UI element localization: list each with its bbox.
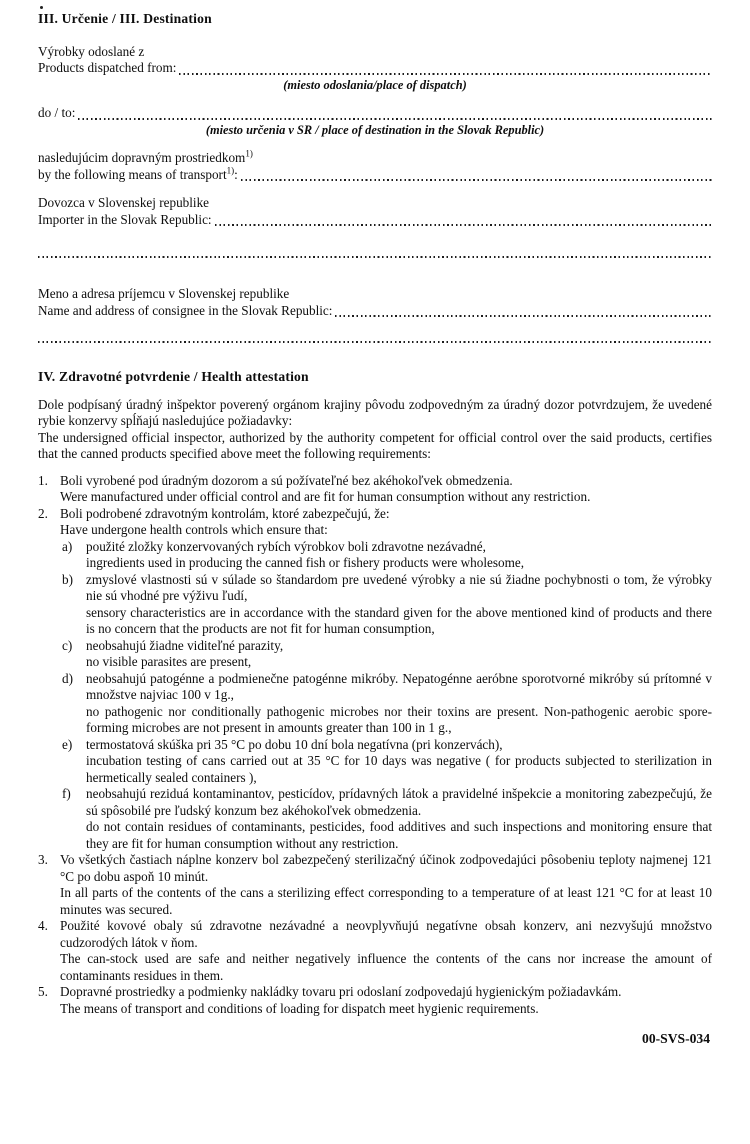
list-item-1 [38, 473, 712, 506]
colon: : [234, 166, 238, 182]
dotted-fill-line [241, 179, 712, 181]
item-text-sk: Dopravné prostriedky a podmienky nakládky tovaru pri odoslaní zodpovedajú hygienickým požiadavkám. [60, 984, 622, 999]
field-label: do / to: [38, 105, 76, 120]
sub-item-letter: b) [62, 571, 73, 587]
field-destination [38, 105, 712, 138]
sub-item-text-en: sensory characteristics are in accordance with the standard given for the above mentioned kind of products and there is no concern that the products are not fit for human consumption, [86, 604, 712, 636]
field-label-en: by the following means of transport$^{1)}$: [38, 165, 238, 182]
field-products-dispatched [38, 44, 712, 94]
intro-sk: Dole podpísaný úradný inšpektor poverený orgánom krajiny pôvodu zodpovedným za úradný dozor potvrdzujem, že uvedené rybie konzervy spĺňajú nasledujúce požiadavky: [38, 396, 712, 428]
field-row [38, 303, 712, 320]
footnote-ref: 1) [226, 165, 235, 176]
sub-item-e [62, 737, 712, 787]
field-row [38, 167, 712, 184]
item-text-sk: Použité kovové obaly sú zdravotne nezávadné a neovplyvňujú negatívne obsah konzerv, ani nezvyšujú množstvo cudzorodých látok v ňom. [60, 918, 712, 950]
item-body [60, 852, 712, 918]
sub-item-letter: e) [62, 736, 73, 752]
sub-item-body [86, 737, 712, 787]
sub-item-f [62, 786, 712, 852]
item-number: 2. [38, 505, 48, 521]
sub-item-body [86, 572, 712, 638]
field-row [38, 60, 712, 77]
field-row [38, 212, 712, 229]
field-label-sk: Dovozca v Slovenskej republike [38, 195, 210, 210]
field-label-sk-row [38, 150, 712, 167]
field-label-en: Importer in the Slovak Republic: [38, 211, 212, 227]
field-label-sk: nasledujúcim dopravným prostriedkom [38, 150, 246, 165]
sub-item-body [86, 786, 712, 852]
field-label-en: Name and address of consignee in the Slovak Republic: [38, 302, 333, 318]
sub-item-text-sk: termostatová skúška pri 35 °C po dobu 10 dní bola negatívna (pri konzervách), [86, 736, 503, 752]
sub-item-letter: d) [62, 670, 73, 686]
item-number: 4. [38, 918, 48, 933]
field-row [38, 105, 712, 122]
item-text-sk: Boli podrobené zdravotným kontrolám, ktoré zabezpečujú, že: [60, 505, 390, 521]
list-item-5 [38, 984, 712, 1017]
sub-item-d [62, 671, 712, 737]
field-label-en: Products dispatched from: [38, 60, 177, 75]
section-iv-heading: IV. Zdravotné potvrdenie / Health attestation [38, 369, 309, 384]
item-text-en: Have undergone health controls which ensure that: [60, 522, 328, 537]
sub-item-text-en: no pathogenic nor conditionally pathogenic microbes nor their toxins are present. Non-pathogenic aerobic spore-forming microbes are not present in amounts greater than 100 in 1 g., [86, 703, 712, 735]
dotted-fill-line-full [38, 256, 712, 258]
item-text-sk: Vo všetkých častiach náplne konzerv bol zabezpečený sterilizačný účinok zodpovedajúci pôsobeniu teploty najmenej 121 °C po dobu aspoň 10 minút. [60, 852, 712, 884]
intro-en: The undersigned official inspector, authorized by the authority competent for official control over the said products, certifies that the canned products specified above meet the following requirements: [38, 429, 712, 461]
sub-item-body [86, 671, 712, 737]
sub-item-letter: f) [62, 786, 71, 801]
dotted-fill-line [78, 118, 712, 120]
field-label-sk: Meno a adresa príjemcu v Slovenskej republike [38, 286, 290, 301]
item-text-en: The can-stock used are safe and neither negatively influence the contents of the cans nor increase the amount of contaminants residues in them. [60, 951, 712, 983]
sub-item-body [86, 638, 712, 671]
item-body [60, 918, 712, 984]
list-item-4 [38, 918, 712, 984]
field-transport [38, 150, 712, 183]
sub-item-text-sk: neobsahujú reziduá kontaminantov, pesticídov, prídavných látok a pravidelné inšpekcie a monitoring zabezpečujú, že sú spôsobilé pre ľudský konzum bez akéhokoľvek obmedzenia. [86, 786, 712, 818]
sub-item-text-en: no visible parasites are present, [86, 654, 252, 669]
field-caption: (miesto odoslania/place of dispatch) [283, 77, 467, 92]
item-number: 1. [38, 472, 48, 488]
item-text-en: Were manufactured under official control and are fit for human consumption without any restriction. [60, 489, 591, 504]
sub-item-text-sk: zmyslové vlastnosti sú v súlade so štandardom pre uvedené výrobky a nie sú žiadne pochybnosti o tom, že výrobky nie sú vhodné pre výživu ľudí, [86, 571, 712, 603]
attestation-list [38, 473, 712, 1018]
sub-item-letter: c) [62, 637, 73, 653]
sub-item-body [86, 539, 712, 572]
section-iii-heading: III. Určenie / III. Destination [38, 11, 212, 26]
sub-item-text-en: do not contain residues of contaminants, pesticides, food additives and such inspections and monitoring ensure that they are fit for human consumption without any restriction. [86, 819, 712, 851]
item-text-en: The means of transport and conditions of loading for dispatch meet hygienic requirements. [60, 1000, 539, 1016]
sub-item-c [62, 638, 712, 671]
field-label-sk: Výrobky odoslané z [38, 43, 145, 59]
sub-item-letter: a) [62, 538, 73, 554]
field-consignee [38, 286, 712, 319]
item-body [60, 506, 712, 853]
sub-item-text-sk: neobsahujú patogénne a podmienečne patogénne mikróby. Nepatogénne aeróbne sporotvorné mikróby sú prítomné v množstve najviac 100 v 1g., [86, 670, 712, 702]
sub-item-b [62, 572, 712, 638]
field-importer [38, 195, 712, 228]
sub-item-a [62, 539, 712, 572]
sub-item-text-en: incubation testing of cans carried out at 35 °C for 10 days was negative ( for products subjected to sterilization in hermetically sealed containers ), [86, 753, 712, 785]
item-body [60, 984, 712, 1017]
list-item-3 [38, 852, 712, 918]
sub-item-text-en: ingredients used in producing the canned fish or fishery products were wholesome, [86, 555, 525, 570]
dotted-fill-line [179, 73, 712, 75]
scan-artifact-dot [40, 6, 43, 9]
sub-item-text-sk: neobsahujú žiadne viditeľné parazity, [86, 637, 284, 653]
item-number: 5. [38, 984, 48, 999]
footnote-ref: 1) [245, 148, 253, 159]
form-code: 00-SVS-034 [642, 1031, 710, 1046]
item-text-sk: Boli vyrobené pod úradným dozorom a sú požívateľné bez akéhokoľvek obmedzenia. [60, 472, 513, 488]
field-caption: (miesto určenia v SR / place of destination in the Slovak Republic) [205, 122, 545, 137]
attestation-intro [38, 397, 712, 463]
item-body [60, 473, 712, 506]
dotted-fill-line [335, 315, 712, 317]
item-text-en: In all parts of the contents of the cans a sterilizing effect corresponding to a temperature of at least 121 °C for at least 10 minutes was secured. [60, 885, 712, 917]
dotted-fill-line [215, 224, 712, 226]
dotted-fill-line-full [38, 341, 712, 343]
item-number: 3. [38, 852, 48, 867]
list-item-2 [38, 506, 712, 853]
sub-item-text-sk: použité zložky konzervovaných rybích výrobkov boli zdravotne nezávadné, [86, 538, 486, 554]
